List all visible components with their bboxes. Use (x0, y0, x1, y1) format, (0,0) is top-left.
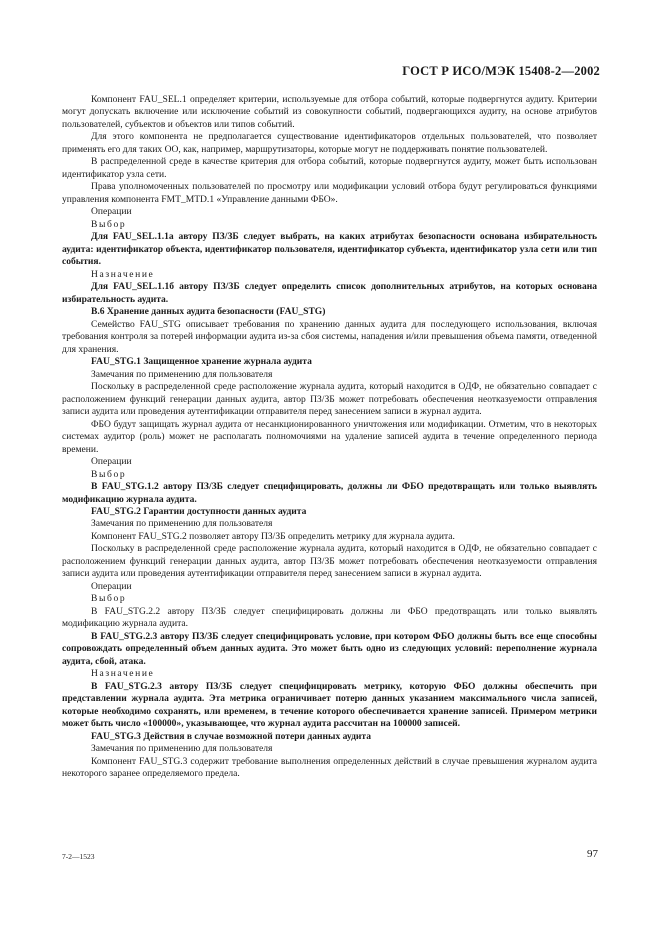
paragraph: Семейство FAU_STG описывает требования по хранению данных аудита для последующего использования, включая требования контроля за потерей информации аудита из-за сбоя системы, нападения и/или превышения объема памяти, отведенной для хранения. (62, 318, 597, 355)
paragraph: Назначение (91, 668, 155, 680)
paragraph: Компонент FAU_STG.2 позволяет автору ПЗ/ЗБ определить метрику для журнала аудита. (91, 530, 455, 542)
section-heading: FAU_STG.1 Защищенное хранение журнала аудита (91, 356, 312, 368)
paragraph: ФБО будут защищать журнал аудита от несанкционированного уничтожения или модификации. Отметим, что в некоторых системах аудитор (роль) может не располагать полномочиями на удаление записей аудита в течение определенного периода времени. (62, 418, 597, 455)
paragraph: Операции (91, 206, 132, 218)
paragraph: Права уполномоченных пользователей по просмотру или модификации условий отбора будут регулироваться функциями управления компонента FMT_MTD.1 «Управление данными ФБО». (62, 181, 597, 205)
paragraph: Выбор (91, 218, 127, 230)
paragraph: Компонент FAU_SEL.1 определяет критерии, используемые для отбора событий, которые подвергнутся аудиту. Критерии могут допускать включение или исключение событий из совокупности событий, подвергающихся аудиту, на основе атрибутов пользователей, субъектов и объектов или типов событий. (62, 94, 597, 130)
paragraph: В FAU_STG.2.2 автору ПЗ/ЗБ следует специфицировать должны ли ФБО предотвращать или только выявлять модификацию журнала аудита. (62, 605, 597, 630)
section-heading: FAU_STG.3 Действия в случае возможной потери данных аудита (91, 730, 372, 742)
section-heading: В.6 Хранение данных аудита безопасности (FAU_STG) (91, 306, 326, 318)
paragraph: Поскольку в распределенной среде расположение журнала аудита, который находится в ОДФ, не обязательно совпадает с расположением функций генерации данных аудита, автор ПЗ/ЗБ может потребовать обеспечения неотказуемости отправления записи аудита или проведения аутентификации отправителя перед занесением записи в журнал аудита. (62, 381, 597, 418)
paragraph: Выбор (91, 593, 127, 605)
paragraph: Операции (91, 456, 132, 468)
section-heading: FAU_STG.2 Гарантии доступности данных аудита (91, 505, 307, 517)
print-code: 7-2—1523 (62, 852, 95, 861)
paragraph: Поскольку в распределенной среде расположение журнала аудита, который находится в ОДФ, не обязательно совпадает с расположением функций генерации данных аудита, автор ПЗ/ЗБ может потребовать обеспечения неотказуемости отправления записи аудита или проведения аутентификации отправителя перед занесением записи в журнал аудита. (62, 543, 597, 580)
paragraph: В FAU_STG.1.2 автору ПЗ/ЗБ следует специфицировать, должны ли ФБО предотвращать или только выявлять модификацию журнала аудита. (62, 481, 597, 505)
paragraph: В FAU_STG.2.3 автору ПЗ/ЗБ следует специфицировать метрику, которую ФБО должны обеспечить при представлении журнала аудита. Эта метрика ограничивает потерю данных указанием максимального числа записей, которые необходимо сохранять, или временем, в течение которого обеспечивается хранение записей. Примером метрики может быть число «100000», указывающее, что журнал аудита рассчитан на 100000 записей. (62, 680, 597, 730)
paragraph: Назначение (91, 268, 155, 280)
paragraph: Компонент FAU_STG.3 содержит требование выполнения определенных действий в случае превышения журналом аудита некоторого заранее определяемого предела. (62, 755, 597, 780)
document-header: ГОСТ Р ИСО/МЭК 15408-2—2002 (402, 64, 600, 78)
document-body (62, 94, 597, 781)
paragraph: Замечания по применению для пользователя (91, 518, 273, 530)
paragraph: В FAU_STG.2.3 автору ПЗ/ЗБ следует специфицировать условие, при котором ФБО должны быть все еще способны сопровождать определенный объем данных аудита. Это может быть одно из следующих условий: переполнение журнала аудита, сбой, атака. (62, 630, 597, 667)
paragraph: Операции (91, 580, 132, 592)
page-number: 97 (587, 848, 598, 860)
paragraph: Для этого компонента не предполагается существование идентификаторов отдельных пользователей, что позволяет применять его для таких ОО, как, например, маршрутизаторы, которые могут не поддерживать понятие пользователей. (62, 131, 597, 155)
paragraph: В распределенной среде в качестве критерия для отбора событий, которые подвергнутся аудиту, может быть использован идентификатор узла сети. (62, 156, 597, 180)
paragraph: Замечания по применению для пользователя (91, 368, 273, 380)
paragraph: Для FAU_SEL.1.1а автору ПЗ/ЗБ следует выбрать, на каких атрибутах безопасности основана избирательность аудита: идентификатор объекта, идентификатор пользователя, идентификатор субъекта, идентификатор узла сети или тип события. (62, 231, 597, 268)
paragraph: Замечания по применению для пользователя (91, 743, 273, 755)
paragraph: Выбор (91, 468, 127, 480)
paragraph: Для FAU_SEL.1.1б автору ПЗ/ЗБ следует определить список дополнительных атрибутов, на которых основана избирательность аудита. (62, 281, 597, 305)
